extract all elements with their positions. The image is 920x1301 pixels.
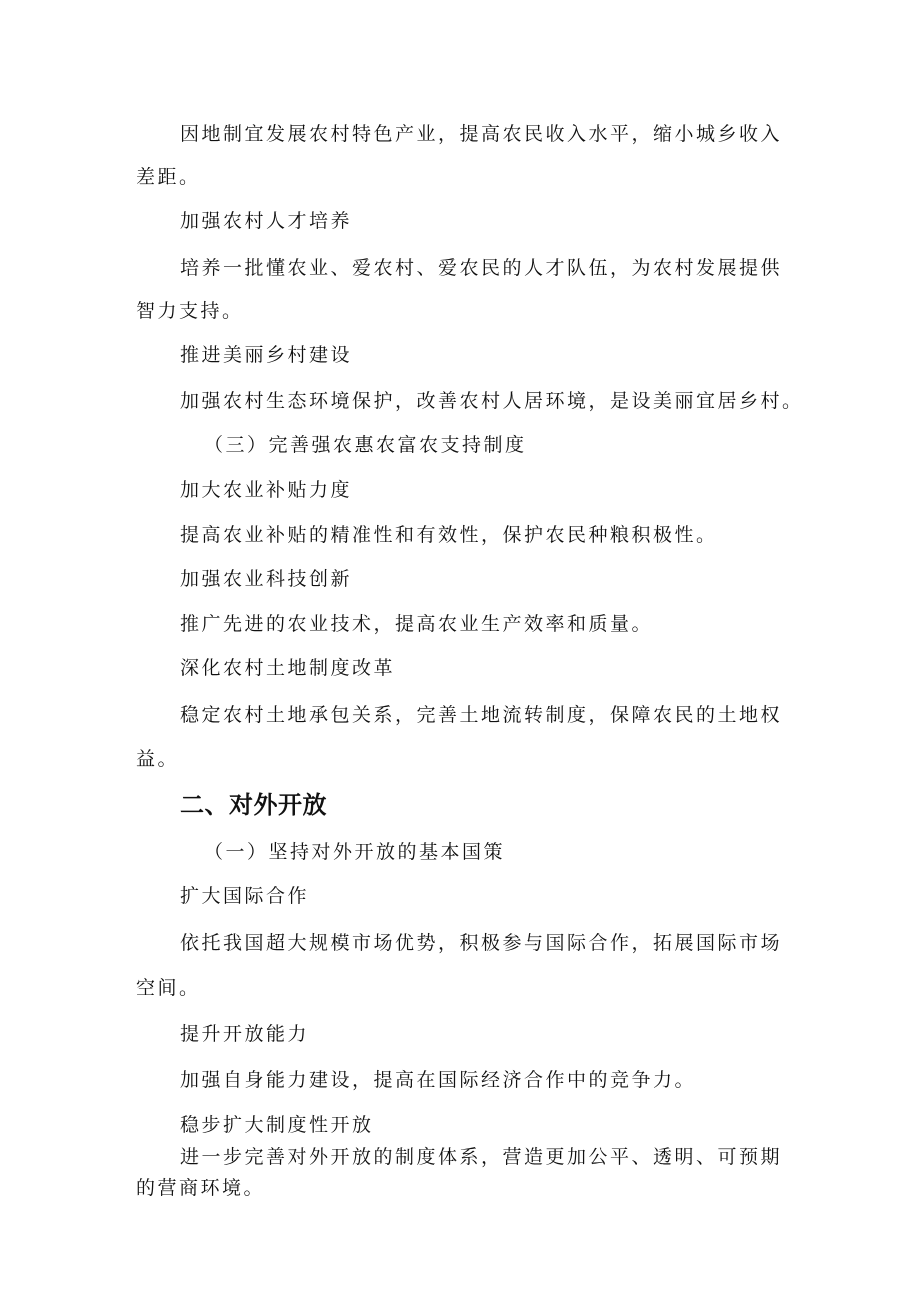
paragraph-line: 推广先进的农业技术，提高农业生产效率和质量。 bbox=[180, 613, 654, 635]
paragraph-line: 进一步完善对外开放的制度体系，营造更加公平、透明、可预期 bbox=[180, 1146, 783, 1168]
paragraph-line: 智力支持。 bbox=[136, 300, 244, 322]
subheading: 推进美丽乡村建设 bbox=[180, 344, 353, 366]
paragraph-line: 差距。 bbox=[136, 166, 201, 188]
paragraph-line: 的营商环境。 bbox=[136, 1177, 266, 1199]
subheading: 扩大国际合作 bbox=[180, 885, 310, 907]
paragraph-line: 空间。 bbox=[136, 977, 201, 999]
paragraph-line: 培养一批懂农业、爱农村、爱农民的人才队伍，为农村发展提供 bbox=[180, 257, 783, 279]
subheading: 稳步扩大制度性开放 bbox=[180, 1114, 374, 1136]
paragraph-line: 依托我国超大规模市场优势，积极参与国际合作，拓展国际市场 bbox=[180, 932, 783, 954]
paragraph-line: 稳定农村土地承包关系，完善土地流转制度，保障农民的土地权 bbox=[180, 704, 783, 726]
paragraph-line: 提高农业补贴的精准性和有效性，保护农民种粮积极性。 bbox=[180, 524, 718, 546]
subheading: 加强农村人才培养 bbox=[180, 210, 353, 232]
chapter-heading: 二、对外开放 bbox=[180, 791, 327, 819]
paragraph-line: 加强自身能力建设，提高在国际经济合作中的竞争力。 bbox=[180, 1069, 697, 1091]
subheading: 提升开放能力 bbox=[180, 1023, 310, 1045]
section-heading: （一）坚持对外开放的基本国策 bbox=[204, 841, 506, 863]
subheading: 深化农村土地制度改革 bbox=[180, 657, 396, 679]
subheading: 加强农业科技创新 bbox=[180, 568, 353, 590]
paragraph-line: 加强农村生态环境保护，改善农村人居环境，是设美丽宜居乡村。 bbox=[180, 390, 804, 412]
section-heading: （三）完善强农惠农富农支持制度 bbox=[204, 434, 527, 456]
paragraph-line: 益。 bbox=[136, 748, 180, 770]
subheading: 加大农业补贴力度 bbox=[180, 479, 353, 501]
paragraph-line: 因地制宜发展农村特色产业，提高农民收入水平，缩小城乡收入 bbox=[180, 123, 783, 145]
